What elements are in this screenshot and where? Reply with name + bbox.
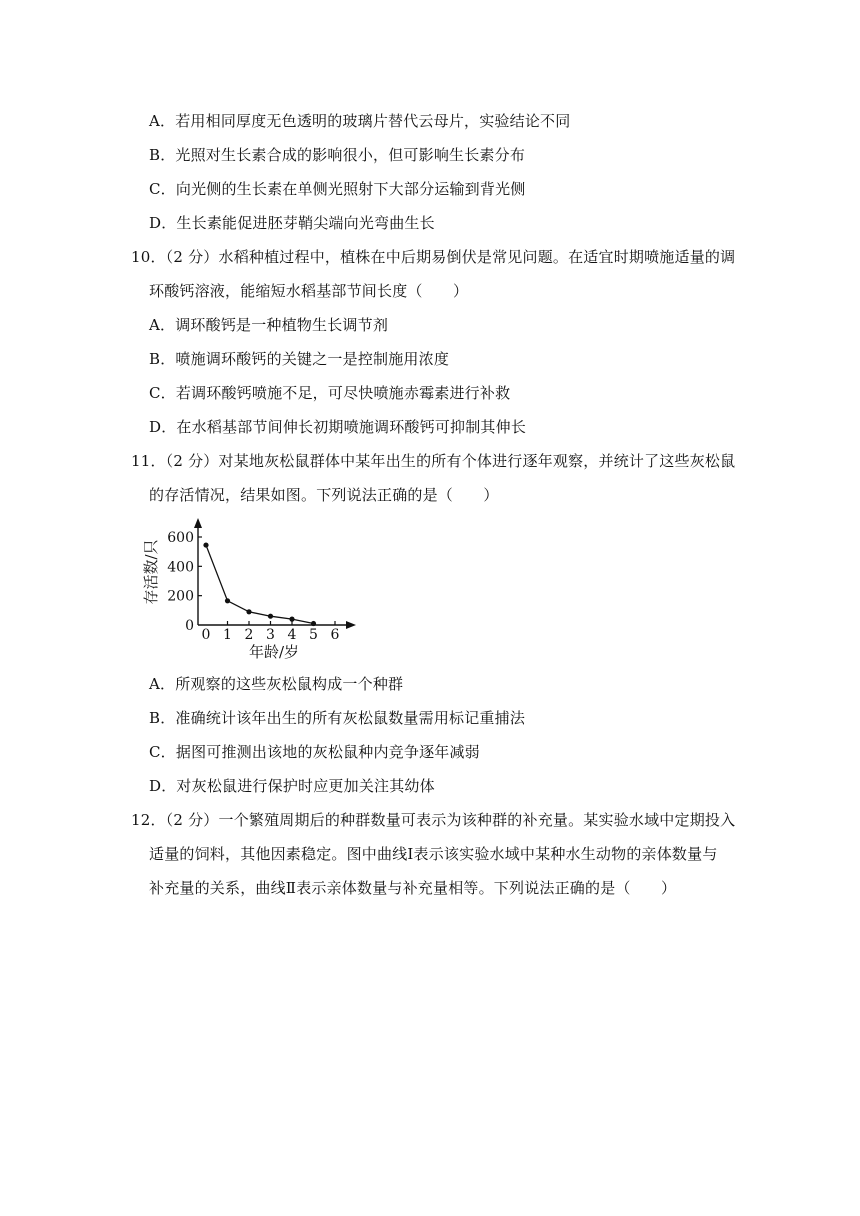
x-tick-label: 5 [309,627,318,643]
x-tick-label: 2 [244,627,254,643]
q11-option-d: D．对灰松鼠进行保护时应更加关注其幼体 [149,777,435,795]
chart-series [203,542,316,626]
q10-option-c: C．若调环酸钙喷施不足，可尽快喷施赤霉素进行补救 [149,384,511,402]
series-line [206,545,314,623]
data-point [311,621,316,626]
data-point [289,617,294,622]
y-axis-label: 存活数/只 [142,539,160,605]
x-tick-label: 4 [287,627,297,643]
q12-stem-line3: 补充量的关系，曲线Ⅱ表示亲体数量与补充量相等。下列说法正确的是（ ） [149,879,677,897]
survival-chart [140,512,370,672]
x-axis-label: 年龄/岁 [248,643,300,661]
data-point [225,598,230,603]
q9-option-d: D．生长素能促进胚芽鞘尖端向光弯曲生长 [149,214,435,232]
q12-stem-line2: 适量的饲料，其他因素稳定。图中曲线Ⅰ表示该实验水域中某种水生动物的亲体数量与 [149,845,718,863]
q11-option-a: A．所观察的这些灰松鼠构成一个种群 [149,675,404,693]
data-point [268,614,273,619]
q10-option-a: A．调环酸钙是一种植物生长调节剂 [149,316,389,334]
q12-stem-line1: 12．（2 分）一个繁殖周期后的种群数量可表示为该种群的补充量。某实验水域中定期投入 [131,811,736,829]
q9-option-a: A．若用相同厚度无色透明的玻璃片替代云母片，实验结论不同 [149,112,571,130]
q10-option-b: B．喷施调环酸钙的关键之一是控制施用浓度 [149,350,450,368]
x-tick-label: 1 [223,627,232,643]
q9-option-c: C．向光侧的生长素在单侧光照射下大部分运输到背光侧 [149,180,526,198]
q10-option-d: D．在水稻基部节间伸长初期喷施调环酸钙可抑制其伸长 [149,418,527,436]
y-tick-label: 400 [167,559,194,576]
x-tick-label: 0 [201,627,211,643]
q10-stem-line1: 10．（2 分）水稻种植过程中，植株在中后期易倒伏是常见问题。在适宜时期喷施适量的调 [131,248,736,266]
q11-option-c: C．据图可推测出该地的灰松鼠种内竞争逐年减弱 [149,743,480,761]
y-tick-label: 200 [167,588,194,605]
y-tick-label: 600 [167,530,194,546]
q10-stem-line2: 环酸钙溶液，能缩短水稻基部节间长度（ ） [149,282,469,300]
data-point [246,609,251,614]
q9-option-b: B．光照对生长素合成的影响很小，但可影响生长素分布 [149,146,526,164]
x-tick-label: 6 [330,627,340,643]
q11-stem-line1: 11．（2 分）对某地灰松鼠群体中某年出生的所有个体进行逐年观察，并统计了这些灰松鼠 [131,452,736,470]
chart-axes [194,518,356,629]
q11-option-b: B．准确统计该年出生的所有灰松鼠数量需用标记重捕法 [149,709,526,727]
y-axis-arrow [194,518,202,528]
y-tick-label: 0 [185,618,194,634]
q11-stem-line2: 的存活情况，结果如图。下列说法正确的是（ ） [149,486,499,504]
x-tick-label: 3 [266,627,275,643]
x-axis-arrow [346,621,356,629]
data-point [203,542,208,547]
